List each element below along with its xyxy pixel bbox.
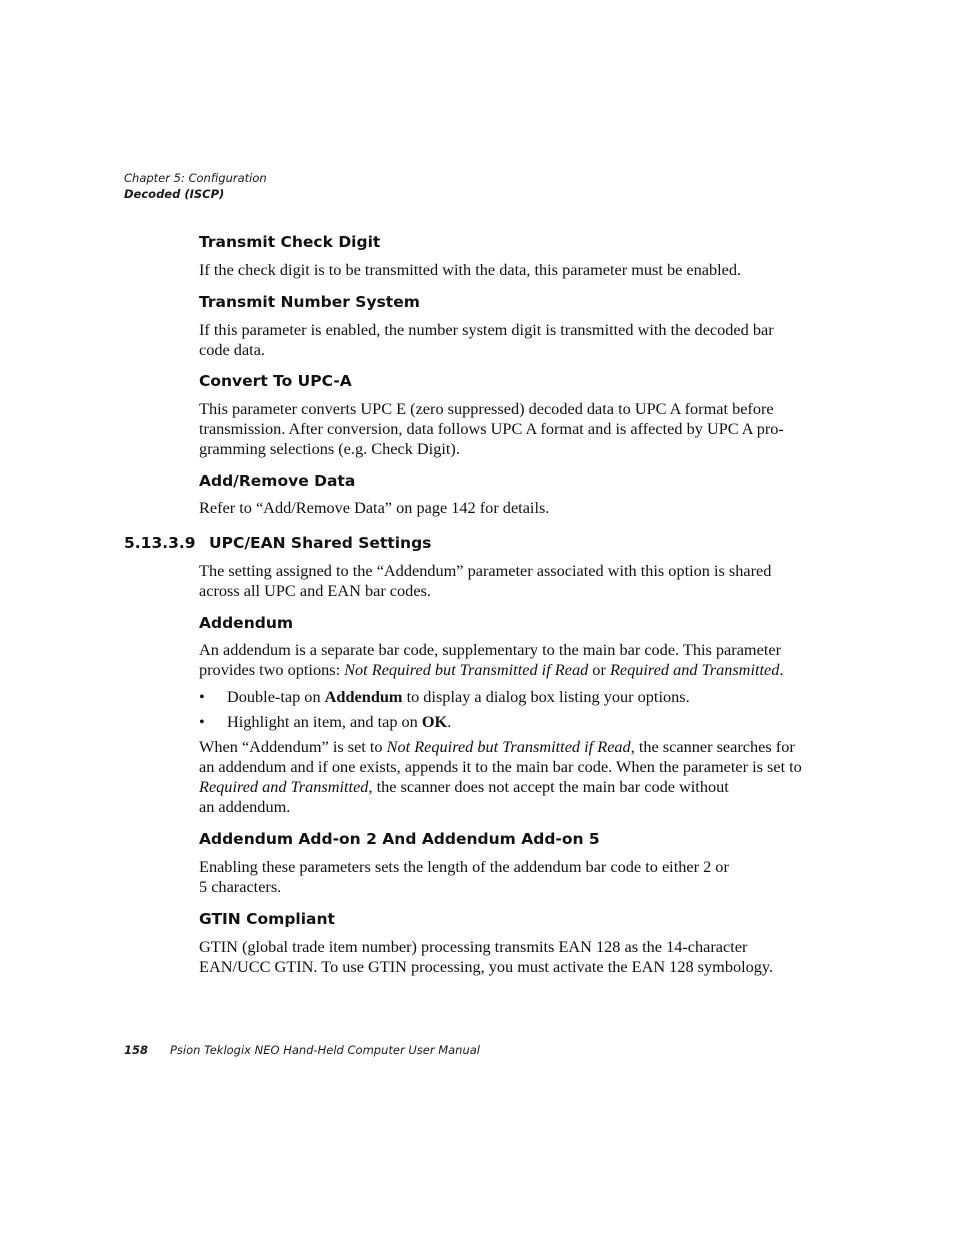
text-run: to display a dialog box listing your options.	[402, 687, 690, 706]
text-line	[199, 737, 819, 757]
paragraph-addendum-intro	[199, 640, 819, 680]
heading-add-remove-data: Add/Remove Data	[199, 472, 356, 490]
text-line: This parameter converts UPC E (zero suppressed) decoded data to UPC A format before	[199, 399, 774, 418]
option-not-required: Not Required but Transmitted if Read	[344, 660, 589, 679]
running-head	[124, 170, 267, 202]
bullet-item	[199, 712, 451, 732]
paragraph-transmit-check-digit	[199, 260, 819, 280]
heading-addendum: Addendum	[199, 614, 294, 632]
text-run: .	[447, 712, 452, 731]
text-line: If the check digit is to be transmitted with the data, this parameter must be enabled.	[199, 260, 742, 279]
bullet-marker: •	[199, 687, 205, 706]
text-line: gramming selections (e.g. Check Digit).	[199, 439, 460, 458]
text-run: Double-tap on	[227, 687, 325, 706]
text-line: EAN/UCC GTIN. To use GTIN processing, you must activate the EAN 128 symbology.	[199, 957, 774, 976]
chapter-label: Chapter 5: Configuration	[124, 171, 267, 185]
heading-transmit-number-system: Transmit Number System	[199, 293, 420, 311]
text-line: an addendum.	[199, 797, 291, 816]
paragraph-addendum-behavior	[199, 737, 819, 817]
section-title: UPC/EAN Shared Settings	[209, 534, 432, 552]
section-label: Decoded (ISCP)	[124, 187, 225, 201]
heading-convert-to-upca: Convert To UPC-A	[199, 372, 352, 390]
paragraph-convert-to-upca	[199, 399, 819, 459]
manual-title: Psion Teklogix NEO Hand-Held Computer User Manual	[170, 1043, 480, 1057]
text-line: 5 characters.	[199, 877, 282, 896]
heading-addendum-addon: Addendum Add-on 2 And Addendum Add-on 5	[199, 830, 600, 848]
addendum-term: Addendum	[324, 687, 403, 706]
text-line	[199, 777, 819, 797]
paragraph-transmit-number-system	[199, 320, 819, 360]
bullet-item	[199, 687, 690, 707]
text-run: , the scanner searches for	[630, 737, 795, 756]
paragraph-gtin-compliant	[199, 937, 819, 977]
paragraph-add-remove-data	[199, 498, 819, 518]
text-run: or	[588, 660, 610, 679]
option-required: Required and Transmitted	[199, 777, 369, 796]
section-number: 5.13.3.9	[124, 534, 196, 552]
text-line: If this parameter is enabled, the number system digit is transmitted with the decoded bar	[199, 320, 774, 339]
heading-upc-ean-shared-settings	[124, 534, 431, 552]
text-line: GTIN (global trade item number) processing transmits EAN 128 as the 14-character	[199, 937, 748, 956]
text-run: provides two options:	[199, 660, 345, 679]
heading-transmit-check-digit: Transmit Check Digit	[199, 233, 381, 251]
text-run: When “Addendum” is set to	[199, 737, 387, 756]
ok-term: OK	[421, 712, 448, 731]
cross-reference-text: Refer to “Add/Remove Data” on page 142 for details.	[199, 498, 550, 517]
option-required: Required and Transmitted	[609, 660, 780, 679]
text-line: Enabling these parameters sets the length of the addendum bar code to either 2 or	[199, 857, 729, 876]
text-run: .	[779, 660, 784, 679]
text-line: code data.	[199, 340, 265, 359]
option-not-required: Not Required but Transmitted if Read	[386, 737, 631, 756]
text-line	[199, 660, 819, 680]
paragraph-upc-ean-shared	[199, 561, 819, 601]
heading-gtin-compliant: GTIN Compliant	[199, 910, 335, 928]
text-line: an addendum and if one exists, appends it to the main bar code. When the parameter is set to	[199, 757, 802, 776]
paragraph-addendum-addon	[199, 857, 819, 897]
text-line: The setting assigned to the “Addendum” parameter associated with this option is shared	[199, 561, 772, 580]
text-run: , the scanner does not accept the main bar code without	[368, 777, 729, 796]
bullet-marker: •	[199, 712, 205, 731]
text-line: across all UPC and EAN bar codes.	[199, 581, 431, 600]
text-line: An addendum is a separate bar code, supplementary to the main bar code. This parameter	[199, 640, 781, 659]
text-line: transmission. After conversion, data follows UPC A format and is affected by UPC A pro-	[199, 419, 784, 438]
page-footer	[124, 1043, 480, 1057]
text-run: Highlight an item, and tap on	[227, 712, 422, 731]
page-number: 158	[124, 1043, 149, 1057]
